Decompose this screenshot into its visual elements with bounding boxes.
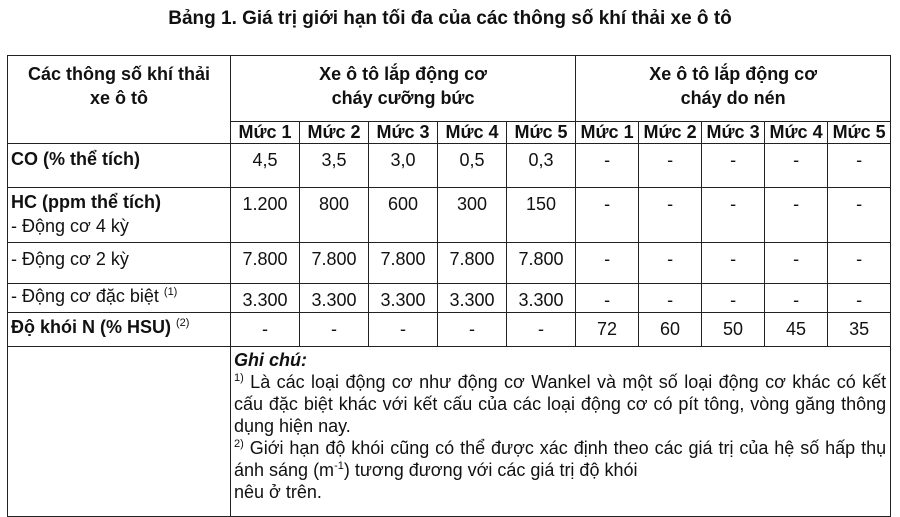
header-parameters bbox=[8, 56, 231, 144]
table-cell: - bbox=[765, 284, 828, 313]
table-cell: - bbox=[639, 284, 702, 313]
table-cell: - bbox=[702, 284, 765, 313]
level-header: Mức 2 bbox=[300, 122, 369, 144]
row-label-co: CO (% thể tích) bbox=[8, 144, 231, 188]
table-cell: - bbox=[639, 188, 702, 243]
table-cell: - bbox=[639, 144, 702, 188]
level-header: Mức 1 bbox=[231, 122, 300, 144]
header-compression-ignition bbox=[576, 56, 891, 122]
level-header: Mức 1 bbox=[576, 122, 639, 144]
table-cell: 7.800 bbox=[300, 243, 369, 284]
note-1-marker: 1) bbox=[234, 372, 244, 384]
table-cell: - bbox=[828, 144, 891, 188]
table-cell: - bbox=[507, 313, 576, 347]
level-header: Mức 2 bbox=[639, 122, 702, 144]
table-row bbox=[8, 284, 891, 313]
table-cell: - bbox=[702, 188, 765, 243]
table-row bbox=[8, 243, 891, 284]
level-header: Mức 4 bbox=[765, 122, 828, 144]
footnote-ref-2: (2) bbox=[176, 317, 190, 329]
table-row bbox=[8, 144, 891, 188]
level-header: Mức 4 bbox=[438, 122, 507, 144]
table-cell: - bbox=[828, 188, 891, 243]
notes-left-blank bbox=[8, 347, 231, 517]
header-group2-line1: Xe ô tô lắp động cơ bbox=[649, 64, 817, 84]
table-cell: 3,5 bbox=[300, 144, 369, 188]
note-2-text-a: Giới hạn độ khói cũng có thể được xác định theo các giá trị của hệ số hấp thụ ánh sáng (m bbox=[234, 438, 887, 480]
table-cell: - bbox=[702, 243, 765, 284]
table-cell: - bbox=[576, 243, 639, 284]
table-cell: 300 bbox=[438, 188, 507, 243]
table-cell: 3.300 bbox=[231, 284, 300, 313]
table-cell: - bbox=[639, 243, 702, 284]
level-header: Mức 3 bbox=[702, 122, 765, 144]
table-cell: 3.300 bbox=[438, 284, 507, 313]
table-cell: - bbox=[765, 188, 828, 243]
row-label-hc bbox=[8, 188, 231, 243]
level-header: Mức 5 bbox=[507, 122, 576, 144]
table-row bbox=[8, 188, 891, 243]
table-cell: - bbox=[765, 144, 828, 188]
header-param-line1: Các thông số khí thải bbox=[27, 64, 210, 84]
table-cell: - bbox=[438, 313, 507, 347]
table-cell: 7.800 bbox=[231, 243, 300, 284]
note-2-exponent: -1 bbox=[334, 460, 344, 472]
table-cell: - bbox=[576, 188, 639, 243]
table-cell: 7.800 bbox=[507, 243, 576, 284]
header-spark-ignition bbox=[231, 56, 576, 122]
table-cell: 3,0 bbox=[369, 144, 438, 188]
table-cell: 45 bbox=[765, 313, 828, 347]
table-caption: Bảng 1. Giá trị giới hạn tối đa của các thông số khí thải xe ô tô bbox=[168, 8, 732, 29]
table-cell: - bbox=[765, 243, 828, 284]
table-cell: 7.800 bbox=[438, 243, 507, 284]
row-label-special-engine bbox=[8, 284, 231, 313]
header-group2-line2: cháy do nén bbox=[680, 88, 786, 108]
note-2 bbox=[234, 437, 886, 481]
note-2-continued: nêu ở trên. bbox=[234, 482, 322, 502]
row-label-smoke bbox=[8, 313, 231, 347]
table-cell: 60 bbox=[639, 313, 702, 347]
table-cell: - bbox=[231, 313, 300, 347]
table-cell: - bbox=[369, 313, 438, 347]
row-label-2-stroke: - Động cơ 2 kỳ bbox=[8, 243, 231, 284]
table-cell: - bbox=[702, 144, 765, 188]
level-header: Mức 3 bbox=[369, 122, 438, 144]
table-cell: 0,5 bbox=[438, 144, 507, 188]
table-cell: - bbox=[828, 284, 891, 313]
table-cell: - bbox=[828, 243, 891, 284]
row-label-4-stroke: - Động cơ 4 kỳ bbox=[11, 216, 129, 236]
note-1 bbox=[234, 371, 886, 437]
table-cell: 4,5 bbox=[231, 144, 300, 188]
footnote-ref-1: (1) bbox=[163, 286, 178, 298]
table-cell: 72 bbox=[576, 313, 639, 347]
table-cell: 35 bbox=[828, 313, 891, 347]
table-cell: 3.300 bbox=[507, 284, 576, 313]
header-group1-line2: cháy cưỡng bức bbox=[331, 88, 475, 108]
note-1-text: Là các loại động cơ như động cơ Wankel và một số loại động cơ khác có kết cấu đặc biệt khác với kết cấu của các loại động cơ có pít tông, vòng găng thông dụng hiện nay. bbox=[234, 372, 887, 436]
table-cell: 1.200 bbox=[231, 188, 300, 243]
table-cell: 3.300 bbox=[369, 284, 438, 313]
notes-cell bbox=[231, 347, 891, 517]
table-cell: 600 bbox=[369, 188, 438, 243]
emission-limits-table bbox=[7, 55, 891, 517]
table-row bbox=[8, 313, 891, 347]
row-label-special-text: - Động cơ đặc biệt bbox=[11, 286, 159, 306]
notes-heading: Ghi chú: bbox=[234, 350, 307, 370]
table-cell: - bbox=[576, 144, 639, 188]
row-label-smoke-text: Độ khói N (% HSU) bbox=[11, 317, 171, 337]
level-header: Mức 5 bbox=[828, 122, 891, 144]
note-2-marker: 2) bbox=[234, 438, 244, 450]
row-label-hc-title: HC (ppm thể tích) bbox=[11, 192, 161, 212]
table-cell: 0,3 bbox=[507, 144, 576, 188]
table-cell: - bbox=[576, 284, 639, 313]
table-cell: 3.300 bbox=[300, 284, 369, 313]
table-cell: 150 bbox=[507, 188, 576, 243]
header-group1-line1: Xe ô tô lắp động cơ bbox=[319, 64, 487, 84]
table-cell: 50 bbox=[702, 313, 765, 347]
table-cell: 7.800 bbox=[369, 243, 438, 284]
table-cell: 800 bbox=[300, 188, 369, 243]
header-param-line2: xe ô tô bbox=[89, 88, 148, 108]
note-2-text-b: ) tương đương với các giá trị độ khói bbox=[343, 460, 638, 480]
table-cell: - bbox=[300, 313, 369, 347]
